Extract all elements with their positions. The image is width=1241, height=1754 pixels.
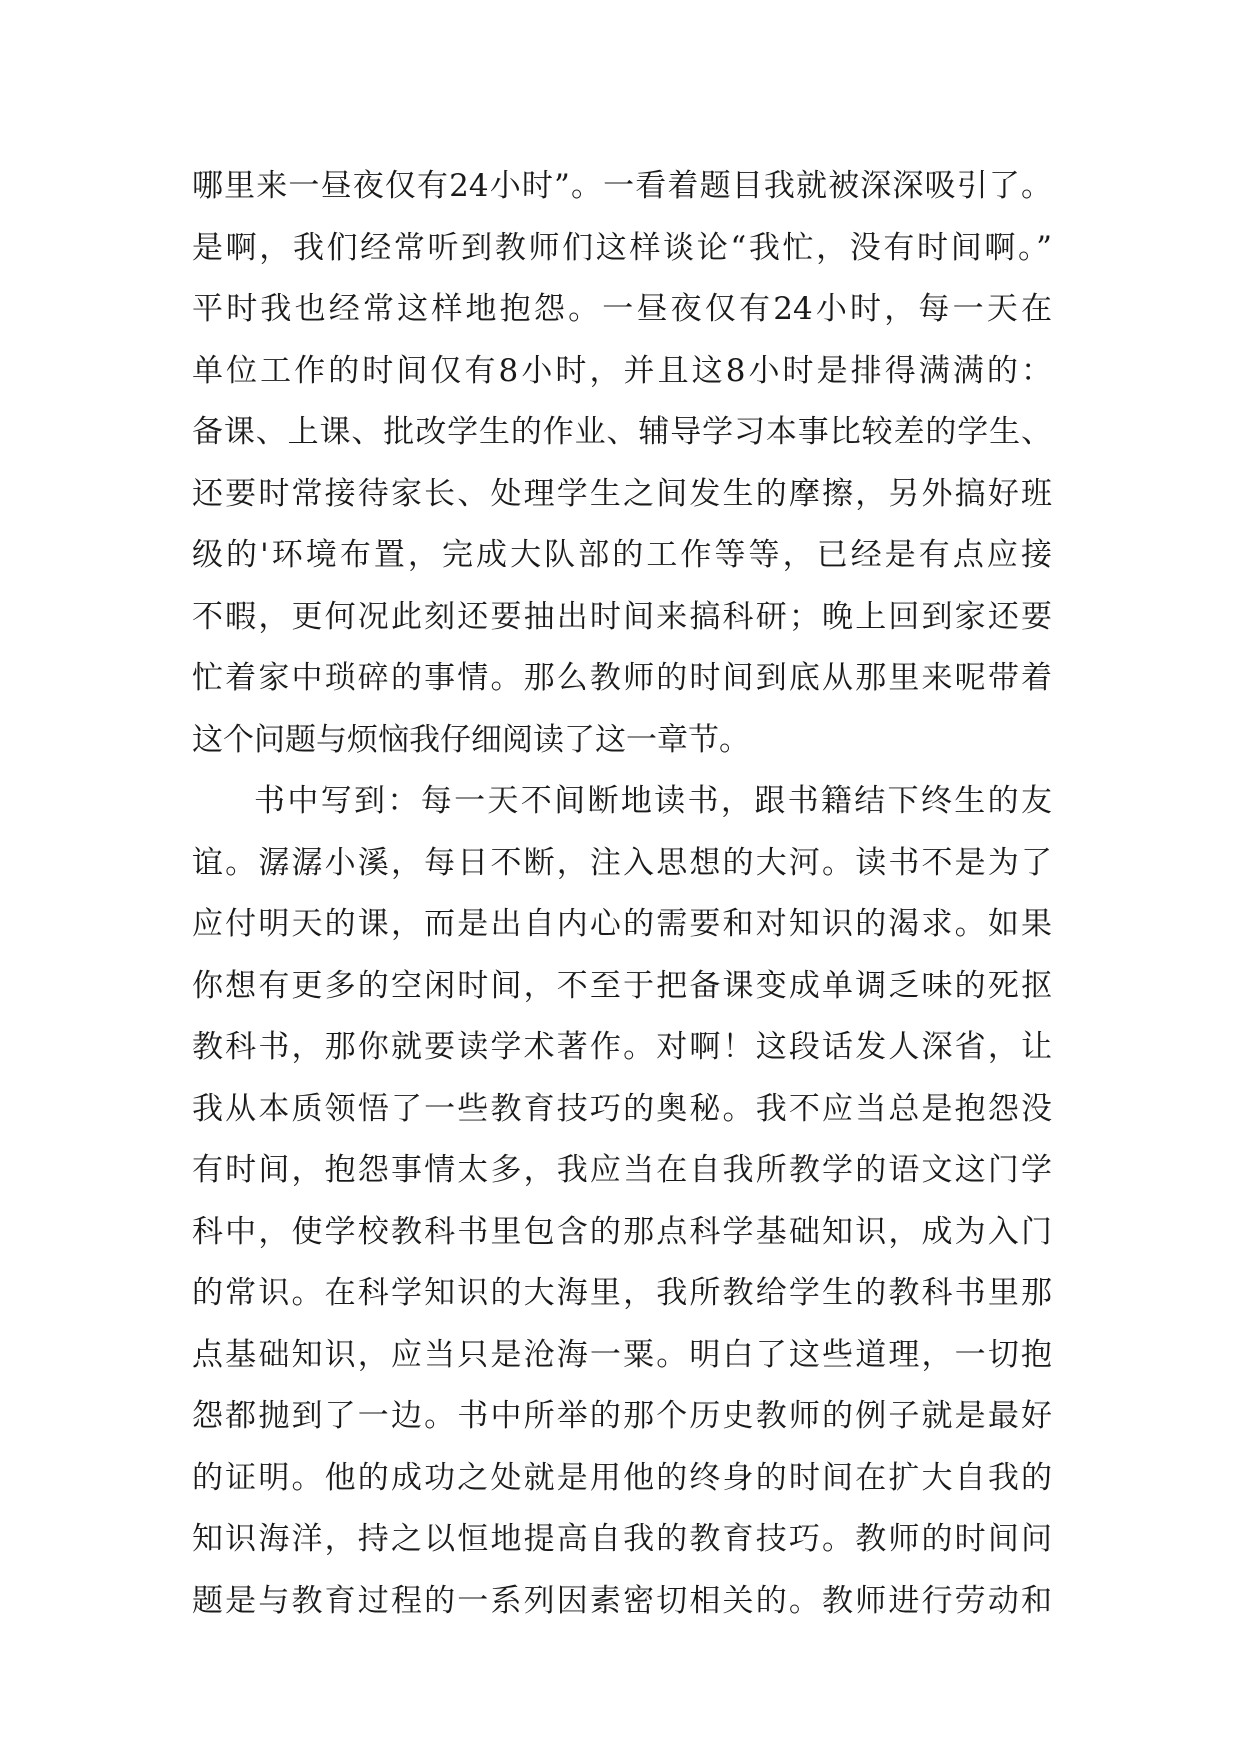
text-line: 我从本质领悟了一些教育技巧的奥秘。我不应当总是抱怨没 [192,1090,1052,1127]
text-line: 还要时常接待家长、处理学生之间发生的摩擦，另外搞好班 [192,475,1052,512]
text-line: 书中写到：每一天不间断地读书，跟书籍结下终生的友 [254,783,1052,819]
text-line: 的常识。在科学知识的大海里，我所教给学生的教科书里那 [192,1275,1052,1311]
document-page [192,156,1052,1632]
text-line: 你想有更多的空闲时间，不至于把备课变成单调乏味的死抠 [192,967,1052,1004]
text-line: 点基础知识，应当只是沧海一粟。明白了这些道理，一切抱 [192,1336,1052,1373]
text-line: 是啊，我们经常听到教师们这样谈论“我忙，没有时间啊。” [192,229,1052,266]
paragraph [192,156,1052,771]
text-line: 谊。潺潺小溪，每日不断，注入思想的大河。读书不是为了 [192,844,1052,881]
text-line: 哪里来一昼夜仅有24小时”。一看着题目我就被深深吸引了。 [192,168,1052,204]
text-line: 教科书，那你就要读学术著作。对啊！这段话发人深省，让 [192,1029,1052,1065]
text-line: 级的'环境布置，完成大队部的工作等等，已经是有点应接 [192,537,1052,573]
text-line: 这个问题与烦恼我仔细阅读了这一章节。 [192,721,750,758]
text-line: 平时我也经常这样地抱怨。一昼夜仅有24小时，每一天在 [192,291,1052,327]
text-line: 怨都抛到了一边。书中所举的那个历史教师的例子就是最好 [192,1398,1052,1434]
text-line: 题是与教育过程的一系列因素密切相关的。教师进行劳动和 [192,1582,1052,1619]
text-line: 备课、上课、批改学生的作业、辅导学习本事比较差的学生、 [192,414,1052,450]
paragraph [192,771,1052,1632]
text-line: 有时间，抱怨事情太多，我应当在自我所教学的语文这门学 [192,1152,1052,1188]
text-line: 忙着家中琐碎的事情。那么教师的时间到底从那里来呢带着 [192,660,1052,696]
text-line: 的证明。他的成功之处就是用他的终身的时间在扩大自我的 [192,1459,1052,1496]
text-line: 不暇，更何况此刻还要抽出时间来搞科研；晚上回到家还要 [192,598,1052,635]
text-line: 单位工作的时间仅有8小时，并且这8小时是排得满满的： [192,352,1052,389]
text-line: 科中，使学校教科书里包含的那点科学基础知识，成为入门 [192,1213,1052,1250]
text-line: 知识海洋，持之以恒地提高自我的教育技巧。教师的时间问 [192,1521,1052,1557]
text-line: 应付明天的课，而是出自内心的需要和对知识的渴求。如果 [192,906,1052,942]
